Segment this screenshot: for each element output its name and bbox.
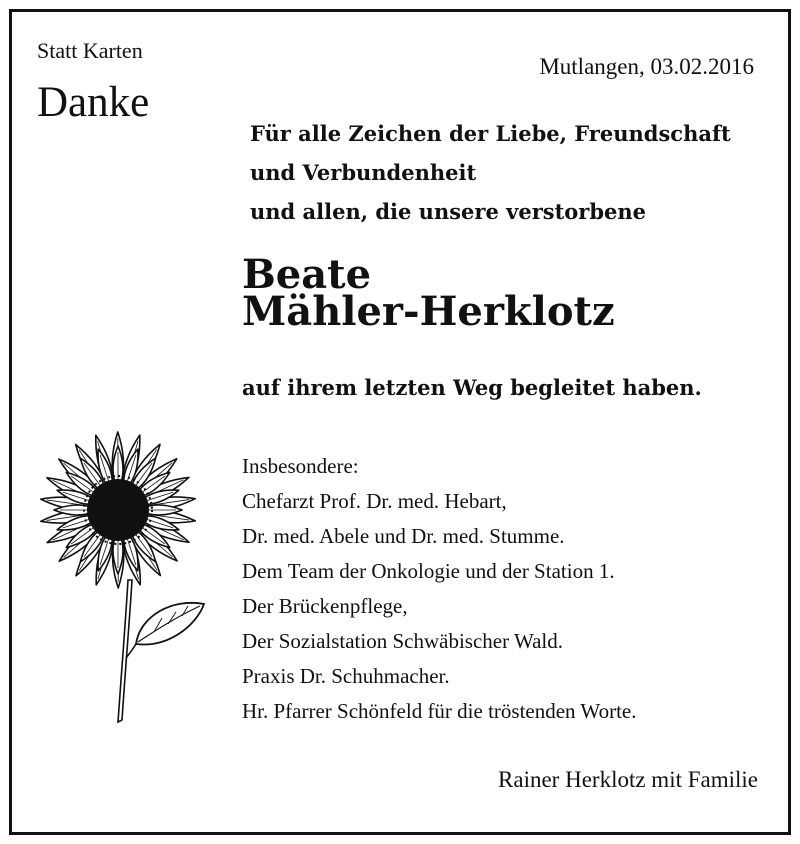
thanks-list-item: Hr. Pfarrer Schönfeld für die tröstenden Worte. (242, 699, 637, 723)
thanks-list-item: Dr. med. Abele und Dr. med. Stumme. (242, 524, 565, 548)
danke-heading: Danke (37, 79, 150, 126)
thanks-list-item: Insbesondere: (242, 454, 359, 478)
intro-text (250, 114, 731, 231)
deceased-last-name: Mähler-Herklotz (242, 288, 615, 335)
thanks-list-item: Chefarzt Prof. Dr. med. Hebart, (242, 489, 507, 513)
thanks-list (242, 449, 636, 729)
last-way-text: auf ihrem letzten Weg begleitet haben. (242, 375, 702, 400)
statt-karten-label: Statt Karten (37, 38, 143, 63)
deceased-name (242, 251, 615, 335)
thanks-list-item: Dem Team der Onkologie und der Station 1. (242, 559, 615, 583)
intro-line: Für alle Zeichen der Liebe, Freundschaft (250, 121, 731, 146)
thanks-list-item: Der Sozialstation Schwäbischer Wald. (242, 629, 564, 653)
thanks-list-item: Praxis Dr. Schuhmacher. (242, 664, 450, 688)
place-date: Mutlangen, 03.02.2016 (539, 54, 754, 79)
deceased-first-name: Beate (242, 251, 372, 298)
intro-line: und allen, die unsere verstorbene (250, 199, 647, 224)
intro-line: und Verbundenheit (250, 160, 477, 185)
sunflower-icon (36, 420, 211, 732)
signature: Rainer Herklotz mit Familie (498, 767, 758, 792)
thanks-list-item: Der Brückenpflege, (242, 594, 408, 618)
